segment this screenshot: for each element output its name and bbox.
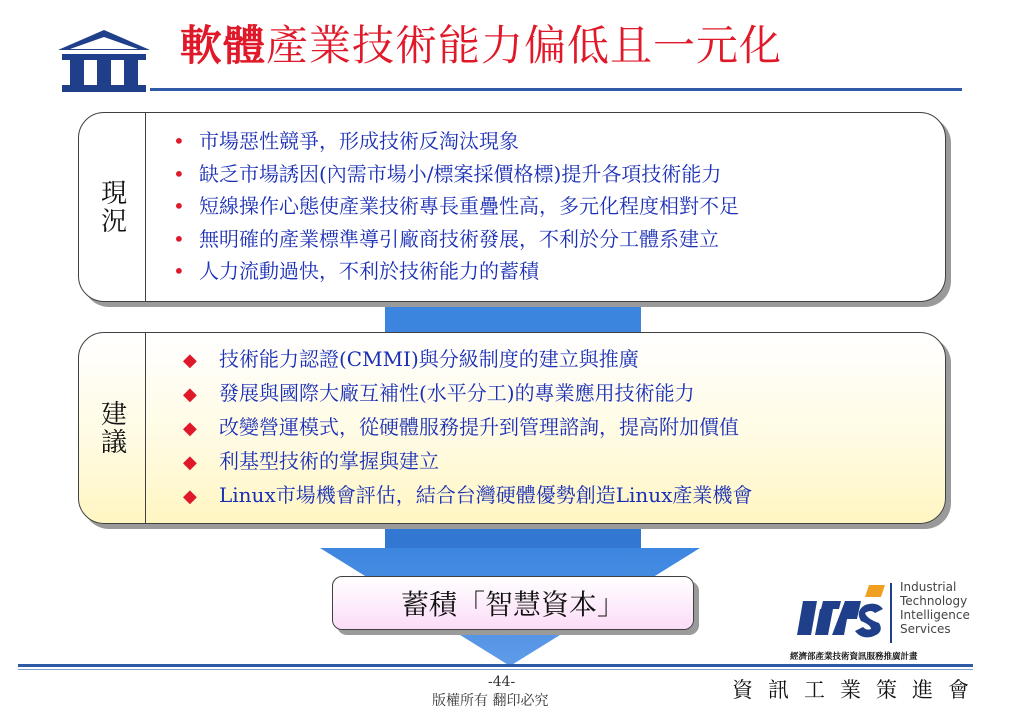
page-title-rest: 產業技術能力偏低且一元化 xyxy=(266,21,783,70)
bullet-dot-icon: • xyxy=(173,194,185,218)
diamond-bullet-icon: ◆ xyxy=(183,384,197,405)
organization-name: 資訊工業策進會 xyxy=(732,678,984,702)
list-item: ◆ 技術能力認證(CMMI)與分級制度的建立與推廣 xyxy=(183,343,752,377)
footer-divider-thin xyxy=(18,669,973,670)
iii-logo xyxy=(58,30,150,92)
logo-divider xyxy=(890,583,892,643)
page-title xyxy=(180,16,782,76)
status-list xyxy=(173,125,739,288)
list-item: ◆ Linux市場機會評估，結合台灣硬體優勢創造Linux產業機會 xyxy=(183,479,752,513)
bullet-dot-icon: • xyxy=(173,259,185,283)
itis-caption: 經濟部產業技術資訊服務推廣計畫 xyxy=(790,652,918,662)
suggestion-box xyxy=(78,332,946,524)
itis-wordmark: Industrial Technology Intelligence Services xyxy=(900,580,970,636)
result-box: 蓄積「智慧資本」 xyxy=(332,576,694,630)
list-item: ◆ 改變營運模式，從硬體服務提升到管理諮詢，提高附加價值 xyxy=(183,411,752,445)
list-item: • 人力流動過快，不利於技術能力的蓄積 xyxy=(173,255,739,288)
list-item: • 短線操作心態使產業技術專長重疊性高，多元化程度相對不足 xyxy=(173,190,739,223)
suggestion-label: 建議 xyxy=(79,333,146,523)
list-item: • 無明確的產業標準導引廠商技術發展，不利於分工體系建立 xyxy=(173,223,739,256)
page-number: -44- xyxy=(488,674,516,690)
diamond-bullet-icon: ◆ xyxy=(183,350,197,371)
list-item: • 缺乏市場誘因(內需市場小/標案採價格標)提升各項技術能力 xyxy=(173,158,739,191)
diamond-bullet-icon: ◆ xyxy=(183,452,197,473)
diamond-bullet-icon: ◆ xyxy=(183,418,197,439)
diamond-bullet-icon: ◆ xyxy=(183,486,197,507)
list-item: • 市場惡性競爭，形成技術反淘汰現象 xyxy=(173,125,739,158)
status-box xyxy=(78,112,946,302)
itis-logo-icon xyxy=(795,583,887,645)
bullet-dot-icon: • xyxy=(173,129,185,153)
bullet-dot-icon: • xyxy=(173,161,185,186)
suggestion-list xyxy=(183,343,752,513)
bullet-dot-icon: • xyxy=(173,226,185,251)
copyright-notice: 版權所有 翻印必究 xyxy=(432,693,549,709)
page-title-bold: 軟體 xyxy=(180,21,267,70)
list-item: ◆ 利基型技術的掌握與建立 xyxy=(183,445,752,479)
title-divider xyxy=(150,88,962,91)
footer-divider xyxy=(18,664,973,667)
status-label: 現況 xyxy=(79,113,146,301)
list-item: ◆ 發展與國際大廠互補性(水平分工)的專業應用技術能力 xyxy=(183,377,752,411)
